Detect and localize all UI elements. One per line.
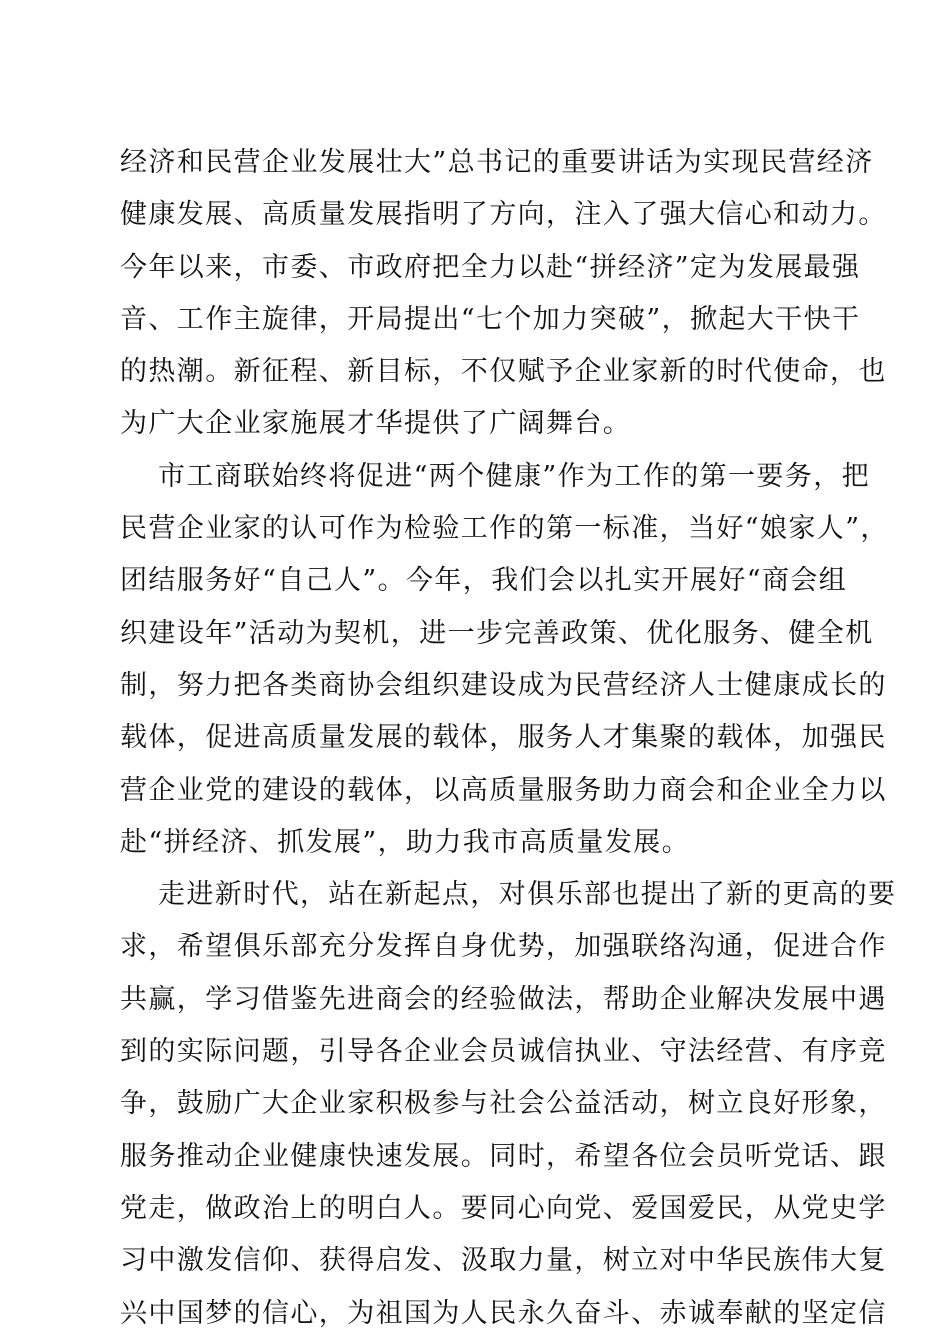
text-line: 经济和民营企业发展壮大”总书记的重要讲话为实现民营经济 bbox=[120, 147, 874, 178]
text-line: 到的实际问题，引导各企业会员诚信执业、守法经营、有序竞 bbox=[120, 1036, 887, 1068]
text-line: 的热潮。新征程、新目标，不仅赋予企业家新的时代使命，也 bbox=[120, 356, 887, 388]
text-line: 营企业党的建设的载体，以高质量服务助力商会和企业全力以 bbox=[120, 774, 887, 806]
text-line: 求，希望俱乐部充分发挥自身优势，加强联络沟通，促进合作 bbox=[120, 931, 887, 963]
text-line: 兴中国梦的信心，为祖国为人民永久奋斗、赤诚奉献的坚定信 bbox=[120, 1297, 887, 1329]
text-line: 民营企业家的认可作为检验工作的第一标准，当好“娘家人”， bbox=[120, 513, 889, 545]
text-line: 音、工作主旋律，开局提出“七个加力突破”，掀起大干快干 bbox=[120, 303, 861, 335]
text-line: 今年以来，市委、市政府把全力以赴“拼经济”定为发展最强 bbox=[120, 251, 861, 283]
text-line: 服务推动企业健康快速发展。同时，希望各位会员听党话、跟 bbox=[120, 1140, 887, 1172]
text-line: 共赢，学习借鉴先进商会的经验做法，帮助企业解决发展中遇 bbox=[120, 983, 887, 1015]
text-line: 习中激发信仰、获得启发、汲取力量，树立对中华民族伟大复 bbox=[120, 1245, 887, 1277]
text-line: 团结服务好“自己人”。今年，我们会以扎实开展好“商会组 bbox=[120, 565, 848, 597]
text-line: 争，鼓励广大企业家积极参与社会公益活动，树立良好形象， bbox=[120, 1088, 887, 1120]
text-line: 制，努力把各类商协会组织建设成为民营经济人士健康成长的 bbox=[120, 669, 887, 701]
text-line: 载体，促进高质量发展的载体，服务人才集聚的载体，加强民 bbox=[120, 722, 887, 754]
text-line: 为广大企业家施展才华提供了广阔舞台。 bbox=[120, 408, 632, 440]
text-line: 健康发展、高质量发展指明了方向，注入了强大信心和动力。 bbox=[120, 199, 887, 231]
text-line: 党走，做政治上的明白人。要同心向党、爱国爱民，从党史学 bbox=[120, 1192, 887, 1224]
text-line: 织建设年”活动为契机，进一步完善政策、优化服务、健全机 bbox=[120, 617, 874, 649]
text-line: 走进新时代，站在新起点，对俱乐部也提出了新的更高的要 bbox=[158, 879, 897, 911]
text-line: 市工商联始终将促进“两个健康”作为工作的第一要务，把 bbox=[158, 460, 871, 492]
text-line: 赴“拼经济、抓发展”，助力我市高质量发展。 bbox=[120, 826, 691, 858]
body-text bbox=[120, 137, 897, 1340]
